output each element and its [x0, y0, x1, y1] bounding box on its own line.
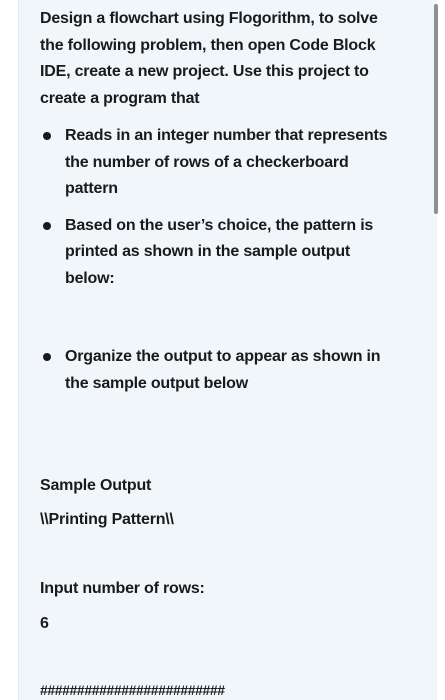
input-value: 6 [40, 615, 49, 632]
list-item [40, 123, 390, 203]
bullet-icon [43, 222, 51, 230]
question-intro: Design a flowchart using Flogorithm, to solve the following problem, then open Code Block IDE, create a new project. Use this project to create a program that [40, 10, 378, 107]
scrollbar[interactable] [434, 4, 438, 214]
question-content [40, 6, 390, 700]
pattern-line: ######################### [40, 682, 225, 698]
sample-banner: \\Printing Pattern\\ [40, 511, 174, 528]
requirement-text: Based on the user’s choice, the pattern is printed as shown in the sample output below: [65, 216, 374, 287]
list-item [40, 344, 390, 397]
bullet-icon [43, 353, 51, 361]
requirement-text: Reads in an integer number that represents the number of rows of a checkerboard pattern [65, 127, 388, 197]
requirement-text: Organize the output to appear as shown in the sample output below [65, 348, 381, 392]
sample-output-title: Sample Output [40, 477, 152, 494]
input-label: Input number of rows: [40, 580, 205, 597]
bullet-icon [43, 132, 51, 140]
requirements-list [40, 123, 390, 397]
list-item [40, 213, 390, 293]
